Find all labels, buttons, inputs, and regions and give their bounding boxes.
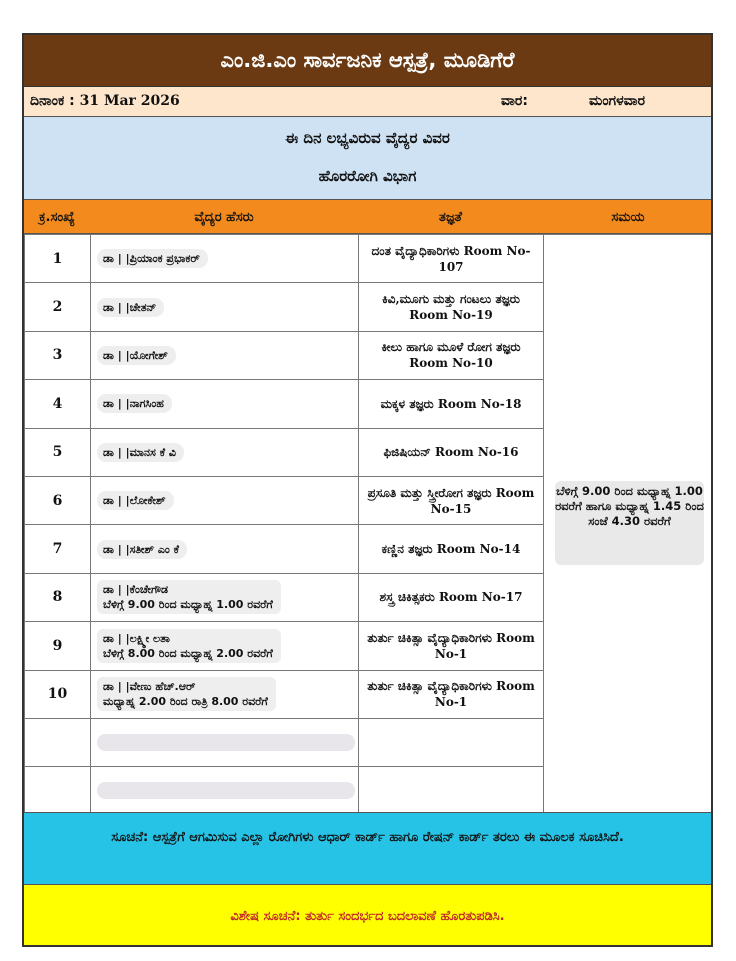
date-value: 31 Mar 2026 — [79, 93, 180, 109]
doctor-name: ಡಾ | |ಪ್ರಿಯಾಂಕ ಪ್ರಭಾಕರ್ — [103, 252, 200, 266]
doctor-name-pill — [97, 249, 208, 268]
specialty-cell: ಮಕ್ಕಳ ತಜ್ಞರು Room No-18 — [359, 380, 544, 428]
info-heading: ಈ ದಿನ ಲಭ್ಯವಿರುವ ವೈದ್ಯರ ವಿವರ — [285, 129, 450, 147]
doctor-name-cell — [91, 380, 359, 428]
doctor-name-pill — [97, 677, 276, 711]
date-field — [30, 93, 180, 109]
table-header — [24, 200, 711, 234]
timing-box: ಬೆಳಿಗ್ಗೆ 9.00 ರಿಂದ ಮಧ್ಯಾಹ್ನ 1.00 ರವರೆಗೆ ಹಾಗೂ ಮಧ್ಯಾಹ್ನ 1.45 ರಿಂದ ಸಂಜೆ 4.30 ರವರೆಗೆ — [555, 481, 704, 565]
doctor-name-cell — [91, 283, 359, 331]
date-label: ದಿನಾಂಕ : — [30, 93, 75, 109]
specialty-cell: ದಂತ ವೈದ್ಯಾಧಿಕಾರಿಗಳು Room No-107 — [359, 235, 544, 283]
doctor-name-pill — [97, 298, 164, 317]
day-value: ಮಂಗಳವಾರ — [589, 93, 646, 109]
specialty-cell: ಫಿಜಿಷಿಯನ್ Room No-16 — [359, 428, 544, 476]
serial-cell: 1 — [25, 235, 91, 283]
serial-cell — [25, 767, 91, 815]
doctor-name-cell — [91, 235, 359, 283]
date-row — [24, 87, 711, 117]
specialty-cell: ಕಿವಿ,ಮೂಗು ಮತ್ತು ಗಂಟಲು ತಜ್ಞರು Room No-19 — [359, 283, 544, 331]
doctor-hours-note: ಬೆಳಿಗ್ಗೆ 9.00 ರಿಂದ ಮಧ್ಯಾಹ್ನ 1.00 ರವರೆಗೆ — [103, 598, 273, 612]
table-row — [25, 235, 714, 283]
specialty-cell: ತುರ್ತು ಚಿಕಿತ್ಸಾ ವೈದ್ಯಾಧಿಕಾರಿಗಳು Room No-1 — [359, 622, 544, 670]
doctor-name-pill — [97, 346, 176, 365]
serial-cell: 7 — [25, 525, 91, 573]
doctor-name: ಡಾ | |ಯೋಗೇಶ್ — [103, 348, 168, 362]
doctor-name-cell — [91, 767, 359, 815]
doctor-name-pill — [97, 491, 174, 510]
doctor-name: ಡಾ | |ಮಾನಸ ಕೆ ವಿ — [103, 445, 177, 459]
col-specialty-header: ತಜ್ಞತೆ — [439, 209, 462, 225]
col-serial-header: ಕ್ರ.ಸಂಖ್ಯೆ — [39, 209, 75, 225]
doctor-name-cell — [91, 573, 359, 621]
doctor-name: ಡಾ | |ಲಕ್ಷ್ಮೀ ಲತಾ — [103, 631, 170, 645]
doctor-name-cell — [91, 670, 359, 718]
col-name-header: ವೈದ್ಯರ ಹೆಸರು — [194, 209, 254, 225]
doctor-name-pill — [97, 443, 184, 462]
doctor-name: ಡಾ | |ಕೆಂಚೇಗೌಡ — [103, 583, 169, 597]
doctor-hours-note: ಮಧ್ಯಾಹ್ನ 2.00 ರಿಂದ ರಾತ್ರಿ 8.00 ರವರೆಗೆ — [103, 695, 268, 709]
doctor-name-pill — [97, 629, 281, 663]
serial-cell: 9 — [25, 622, 91, 670]
doctor-name-cell — [91, 525, 359, 573]
serial-cell: 2 — [25, 283, 91, 331]
serial-cell: 10 — [25, 670, 91, 718]
serial-cell: 4 — [25, 380, 91, 428]
doctor-name: ಡಾ | |ಚೇತನ್ — [103, 300, 157, 314]
doctor-name: ಡಾ | |ಲೋಕೇಶ್ — [103, 494, 166, 508]
notice-banner: ಸೂಚನೆ: ಆಸ್ಪತ್ರೆಗೆ ಆಗಮಿಸುವ ಎಲ್ಲಾ ರೋಗಿಗಳು ಆಧಾರ್ ಕಾರ್ಡ್ ಹಾಗೂ ರೇಷನ್ ಕಾರ್ಡ್ ತರಲು ಈ ಮೂಲಕ ಸೂಚಿಸಿದೆ. — [24, 812, 711, 885]
specialty-cell: ಪ್ರಸೂತಿ ಮತ್ತು ಸ್ತ್ರೀರೋಗ ತಜ್ಞರು Room No-15 — [359, 476, 544, 524]
serial-cell — [25, 718, 91, 766]
specialty-cell: ಕಣ್ಣಿನ ತಜ್ಞರು Room No-14 — [359, 525, 544, 573]
doctor-name-pill — [97, 580, 281, 614]
doctor-name-cell — [91, 428, 359, 476]
doctor-name: ಡಾ | |ವೇಣು ಹೆಚ್.ಆರ್ — [103, 680, 196, 694]
duty-roster-sheet — [22, 33, 713, 947]
serial-cell: 3 — [25, 331, 91, 379]
col-time-header: ಸಮಯ — [611, 209, 645, 225]
empty-name-placeholder — [97, 782, 355, 799]
doctor-name: ಡಾ | |ಸತೀಶ್ ಎಂ ಕೆ — [103, 542, 179, 556]
specialty-cell — [359, 767, 544, 815]
specialty-cell — [359, 718, 544, 766]
specialty-cell: ಶಸ್ತ್ರ ಚಿಕಿತ್ಸಕರು Room No-17 — [359, 573, 544, 621]
day-label: ವಾರ: — [501, 93, 528, 109]
doctor-name: ಡಾ | |ನಾಗಸಿಂಹ — [103, 397, 164, 411]
doctor-name-cell — [91, 622, 359, 670]
serial-cell: 5 — [25, 428, 91, 476]
doctor-name-pill — [97, 394, 172, 413]
hospital-title: ಎಂ.ಜಿ.ಎಂ ಸಾರ್ವಜನಿಕ ಆಸ್ಪತ್ರೆ, ಮೂಡಿಗೆರೆ — [24, 35, 711, 87]
specialty-cell: ತುರ್ತು ಚಿಕಿತ್ಸಾ ವೈದ್ಯಾಧಿಕಾರಿಗಳು Room No-1 — [359, 670, 544, 718]
info-banner — [24, 117, 711, 200]
doctor-name-cell — [91, 476, 359, 524]
specialty-cell: ಕೀಲು ಹಾಗೂ ಮೂಳೆ ರೋಗ ತಜ್ಞರು Room No-10 — [359, 331, 544, 379]
doctor-hours-note: ಬೆಳಿಗ್ಗೆ 8.00 ರಿಂದ ಮಧ್ಯಾಹ್ನ 2.00 ರವರೆಗೆ — [103, 646, 273, 660]
empty-name-placeholder — [97, 734, 355, 751]
serial-cell: 8 — [25, 573, 91, 621]
department-heading: ಹೊರರೋಗಿ ವಿಭಾಗ — [318, 167, 417, 185]
special-notice-banner: ವಿಶೇಷ ಸೂಚನೆ: ತುರ್ತು ಸಂದರ್ಭದ ಬದಲಾವಣೆ ಹೊರತುಪಡಿಸಿ. — [24, 885, 711, 947]
serial-cell: 6 — [25, 476, 91, 524]
doctor-name-cell — [91, 718, 359, 766]
doctor-name-cell — [91, 331, 359, 379]
doctor-name-pill — [97, 540, 187, 559]
